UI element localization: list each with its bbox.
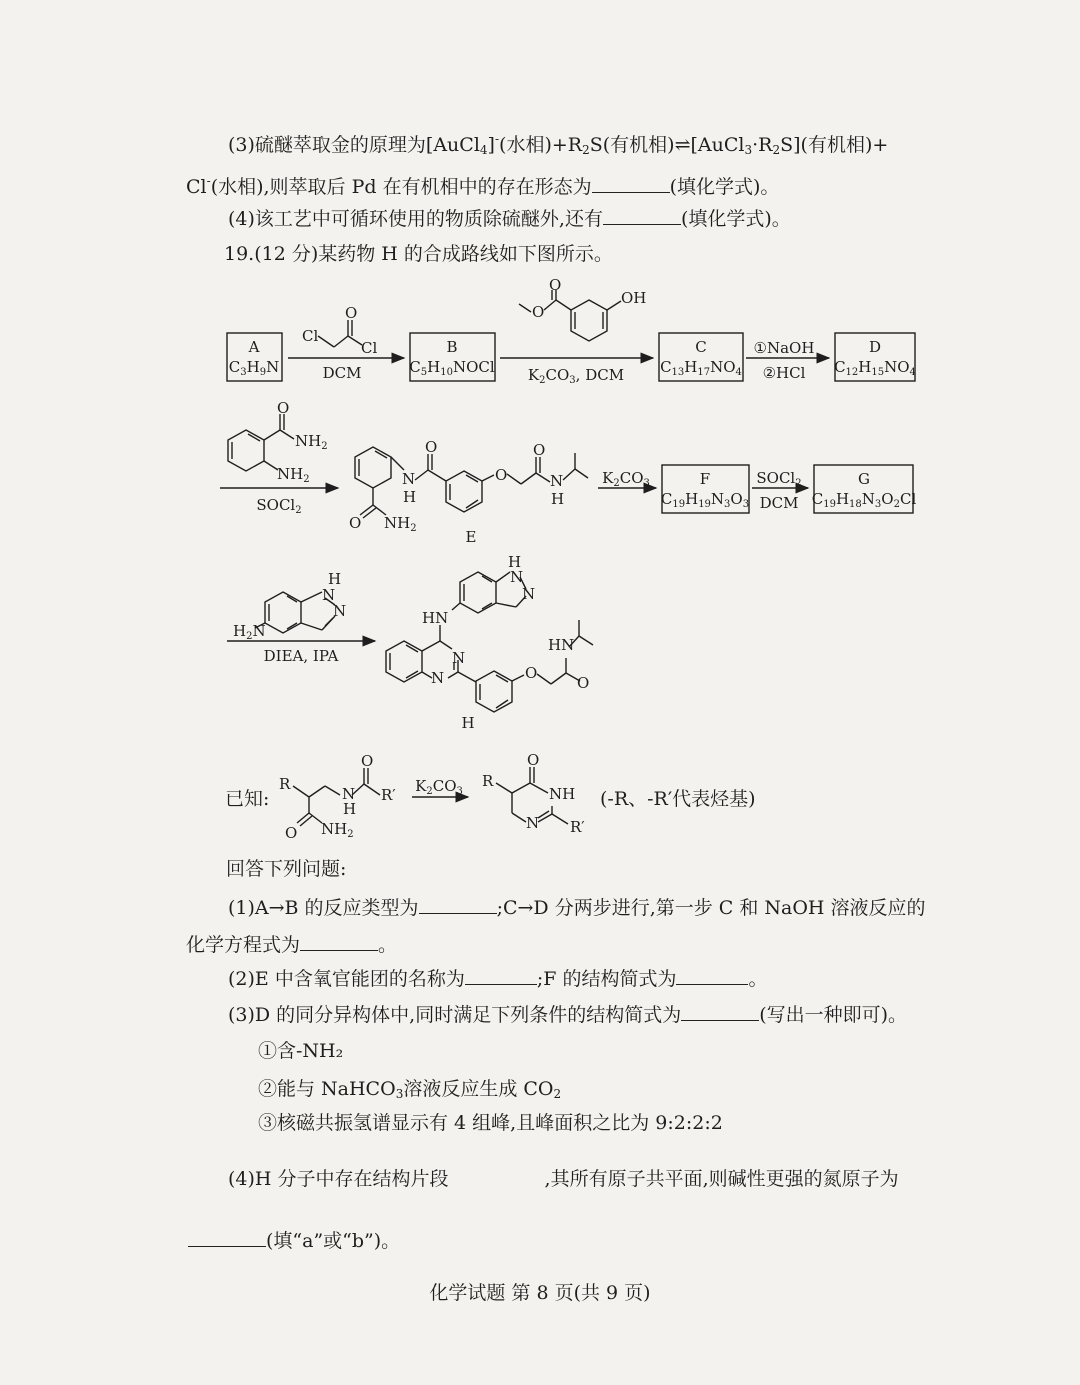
- cond2-b: 溶液反应生成 CO: [403, 1078, 554, 1100]
- atom-label: H: [403, 488, 417, 506]
- q4-b: ,其所有原子共平面,则碱性更强的氮原子为: [544, 1168, 899, 1190]
- answer-blank[interactable]: [676, 964, 748, 985]
- compound-b-label: B: [446, 338, 458, 356]
- compound-a-label: A: [248, 338, 260, 356]
- compound-b-formula: $C_5H_{10}NOCl$: [409, 358, 495, 378]
- q19-part4-line1: [228, 1166, 899, 1192]
- q19-part3: [228, 1000, 907, 1028]
- atom-label: O: [577, 674, 590, 692]
- q18-p3-c: (水相)+R: [499, 134, 583, 156]
- known-label: 已知:: [225, 788, 270, 810]
- compound-f-formula: $C_{19}H_{19}N_3O_3$: [660, 490, 750, 510]
- q18-p3-i: (填化学式)。: [669, 176, 780, 198]
- q3-a: (3)D 的同分异构体中,同时满足下列条件的结构简式为: [228, 1004, 682, 1026]
- atom-label: H: [551, 490, 565, 508]
- compound-g-label: G: [858, 470, 870, 488]
- q18-p3-f: S](有机相)+: [780, 134, 889, 156]
- q1-a: (1)A→B 的反应类型为: [228, 897, 419, 919]
- reaction6-condition-1: SOCl$_2$: [756, 469, 802, 489]
- atom-label: N: [526, 814, 540, 832]
- compound-f-label: F: [699, 470, 711, 488]
- atom-label: H: [343, 800, 357, 818]
- atom-label: R: [482, 772, 494, 790]
- atom-label: $NH_2$: [277, 465, 310, 485]
- reaction6-condition-2: DCM: [759, 494, 799, 512]
- atom-label: R: [279, 775, 291, 793]
- q18-p3-e: ·R: [752, 134, 773, 156]
- answer-blank[interactable]: [188, 1226, 266, 1247]
- atom-label: O: [345, 304, 358, 322]
- atom-label: $H_2N$: [233, 622, 266, 642]
- known-note: (-R、-R′代表烃基): [600, 788, 756, 810]
- condition-2: ②能与 NaHCO$_3$溶液反应生成 $CO_2$: [258, 1078, 562, 1101]
- atom-label: $NH_2$: [384, 514, 417, 534]
- q3-b: (写出一种即可)。: [759, 1004, 908, 1026]
- atom-label: O: [361, 752, 374, 770]
- atom-label: O: [349, 514, 362, 532]
- atom-label: R′: [570, 818, 585, 836]
- atom-label: O: [285, 824, 298, 842]
- reaction1-condition: DCM: [322, 364, 362, 382]
- reaction5-condition: $K_2CO_3$: [602, 469, 650, 489]
- atom-label: NH: [549, 785, 576, 803]
- q18-p4-b: (填化学式)。: [680, 208, 791, 230]
- q18-part3-line1: (3)硫醚萃取金的原理为[AuCl$_4$]-(水相)$+R_2S$(有机相)$\rightleftharpoons[AuCl_3\cdot R_2S]$(有机相)+: [228, 132, 889, 157]
- reaction3-condition-2: ②HCl: [762, 364, 806, 382]
- atom-label: HN: [422, 609, 449, 627]
- q19-title: 19.(12 分)某药物 H 的合成路线如下图所示。: [224, 243, 613, 265]
- cond2-a: ②能与 NaHCO: [258, 1078, 396, 1100]
- atom-label: O: [532, 303, 545, 321]
- compound-d-label: D: [868, 338, 882, 356]
- atom-label: N: [522, 585, 536, 603]
- compound-g-formula: $C_{19}H_{18}N_3O_2Cl$: [811, 490, 917, 510]
- reaction2-condition: $K_2CO_3$, DCM: [527, 366, 625, 386]
- atom-label: OH: [621, 289, 647, 307]
- atom-label: O: [525, 664, 538, 682]
- atom-label: O: [277, 399, 290, 417]
- atom-label: N: [342, 785, 356, 803]
- compound-d-formula: $C_{12}H_{15}NO_4$: [834, 358, 916, 378]
- known-reaction-reactant: [293, 768, 380, 826]
- atom-label: Cl: [361, 339, 378, 357]
- answer-blank[interactable]: [419, 893, 497, 914]
- q18-p3-b: ]: [487, 134, 495, 156]
- q2-a: (2)E 中含氧官能团的名称为: [228, 968, 465, 990]
- atom-label: N: [402, 470, 416, 488]
- reaction3-condition-1: ①NaOH: [753, 339, 815, 357]
- q1-b: ;C→D 分两步进行,第一步 C 和 NaOH 溶液反应的: [496, 897, 926, 919]
- atom-label: H: [328, 570, 342, 588]
- compound-c-label: C: [695, 338, 707, 356]
- q19-part4-line2: [188, 1226, 400, 1254]
- q19-part1-line2: [186, 930, 397, 958]
- answer-blank[interactable]: [300, 930, 378, 951]
- atom-label: $NH_2$: [321, 820, 354, 840]
- atom-label: O: [495, 466, 508, 484]
- compound-h-label: H: [461, 714, 475, 732]
- answer-blank[interactable]: [465, 964, 537, 985]
- atom-label: N: [452, 649, 466, 667]
- q19-part2: [228, 964, 767, 992]
- anthranilamide-structure: [228, 414, 294, 471]
- q18-p3-a: (3)硫醚萃取金的原理为[AuCl: [228, 134, 480, 156]
- compound-c-formula: $C_{13}H_{17}NO_4$: [660, 358, 742, 378]
- atom-label: R′: [381, 786, 396, 804]
- compound-a-formula: $C_3H_9N$: [228, 358, 280, 378]
- answer-blank[interactable]: [681, 1000, 759, 1021]
- reaction4-condition: SOCl$_2$: [256, 496, 302, 516]
- condition-3: ③核磁共振氢谱显示有 4 组峰,且峰面积之比为 9:2:2:2: [258, 1112, 723, 1134]
- condition-1: ①含-NH₂: [258, 1040, 344, 1062]
- atom-label: O: [425, 438, 438, 456]
- atom-label: N: [333, 602, 347, 620]
- atom-label: O: [533, 441, 546, 459]
- atom-label: N: [510, 568, 524, 586]
- atom-label: O: [549, 276, 562, 294]
- q18-p4-a: (4)该工艺中可循环使用的物质除硫醚外,还有: [228, 208, 603, 230]
- q2-c: 。: [748, 968, 768, 990]
- known-reaction-condition: $K_2CO_3$: [415, 777, 463, 797]
- compound-e-label: E: [465, 528, 477, 546]
- q1-d: 。: [378, 934, 398, 956]
- atom-label: HN: [548, 636, 575, 654]
- q19-part1-line1: [228, 893, 926, 921]
- q4-c: (填“a”或“b”)。: [266, 1230, 401, 1252]
- atom-label: H: [508, 553, 522, 571]
- atom-label: Cl: [302, 327, 319, 345]
- atom-label: N: [550, 472, 564, 490]
- q18-p3-d: S(有机相)⇌[AuCl: [589, 134, 745, 156]
- q1-c: 化学方程式为: [186, 934, 301, 956]
- reaction7-condition: DIEA, IPA: [263, 647, 339, 665]
- chloroacetyl-chloride-structure: [318, 320, 362, 347]
- page-footer: 化学试题 第 8 页(共 9 页): [429, 1282, 651, 1304]
- q4-a: (4)H 分子中存在结构片段: [228, 1168, 449, 1190]
- questions-intro: 回答下列问题:: [226, 858, 347, 880]
- q18-p3-h: (水相),则萃取后 Pd 在有机相中的存在形态为: [210, 176, 592, 198]
- q18-p3-g: Cl: [186, 176, 207, 198]
- q18-part3-line2: Cl-(水相),则萃取后 Pd 在有机相中的存在形态为 (填化学式)。: [186, 174, 780, 198]
- atom-label: O: [527, 751, 540, 769]
- atom-label: N: [431, 669, 445, 687]
- atom-label: N: [322, 586, 336, 604]
- q2-b: ;F 的结构简式为: [536, 968, 677, 990]
- atom-label: $NH_2$: [295, 432, 328, 452]
